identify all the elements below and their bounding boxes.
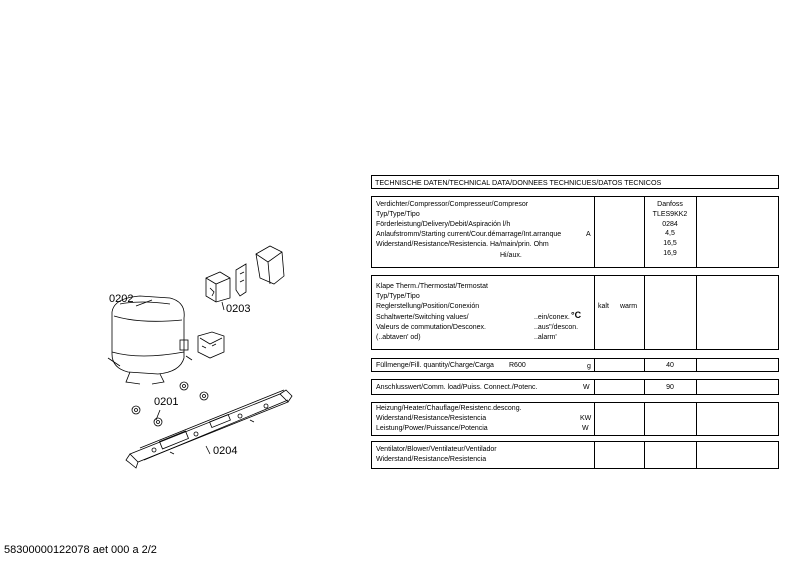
heater-power-unit: W [582,425,589,432]
compressor-delivery-value: 0284 [662,221,678,228]
compressor-resistance-aux-value: 16,9 [663,250,677,257]
fan-resistance-label: Widerstand/Resistance/Resistencia [376,456,487,463]
heater-resistance-label: Widerstand/Resistance/Resistencia [376,415,487,422]
connected-load-value: 90 [666,384,674,391]
thermostat-switch-off-label: ..aus"/descon. [534,324,579,331]
base-plate-drawing [126,390,292,468]
thermostat-switching-label: Schaltwerte/Switching values/ [376,314,469,321]
compressor-starting-current-unit: A [586,231,591,238]
compressor-label: Verdichter/Compressor/Compresseur/Compresor [376,201,529,208]
compressor-resistance-main-value: 16,5 [663,240,677,247]
part-label-0203: 0203 [226,303,251,315]
compressor-current-value: 4,5 [665,230,675,237]
thermostat-defrost-label: (..abtaven' od) [376,334,421,341]
thermostat-unit: °C [571,310,582,320]
thermostat-label: Klape Therm./Thermostat/Termostat [376,283,488,290]
compressor-starting-current-label: Anlaufstromm/Starting current/Cour.démarrage/Int.arranque [376,231,562,238]
charge-label: Füllmenge/Fill. quantity/Charge/Carga [376,362,494,369]
charge-refrigerant: R600 [509,362,526,369]
compressor-drawing [108,296,192,384]
compressor-resistance-aux-label: Hi/aux. [500,252,522,259]
compressor-type-value: TLES9KK2 [652,211,688,218]
heater-power-label: Leistung/Power/Puissance/Potencia [376,425,488,432]
thermostat-alarm-label: ..alarm' [534,334,557,341]
thermostat-kalt: kalt [598,303,609,310]
compressor-type-label: Typ/Type/Tipo [376,211,420,218]
connected-load-unit: W [583,384,590,391]
thermostat-switch-on-label: ..ein/conex. [534,314,570,321]
thermostat-values-label: Valeurs de commutation/Desconex. [376,324,486,331]
thermostat-warm: warm [620,303,638,310]
part-label-0204: 0204 [213,445,238,457]
compressor-resistance-label: Widerstand/Resistance/Resistencia. Ha/main/prin. Ohm [376,241,549,248]
leader-line-0202 [136,300,152,306]
parts-drawing [100,240,340,480]
document-footer: 58300000122078 aet 000 a 2/2 [4,544,157,556]
heater-label: Heizung/Heater/Chauflage/Resistenc.descong. [376,405,522,412]
part-label-0201: 0201 [154,396,179,408]
fan-label: Ventilator/Blower/Ventilateur/Ventilador [376,446,497,453]
charge-unit: g [587,363,591,370]
table-header: TECHNISCHE DATEN/TECHNICAL DATA/DONNEES TECHNICUES/DATOS TECNICOS [375,178,662,187]
leader-line-0203 [222,302,224,310]
exploded-parts-diagram [100,240,340,480]
connected-load-label: Anschlusswert/Comm. load/Puiss. Connect./Potenc. [376,384,538,391]
relay-drawing [198,246,284,358]
heater-resistance-unit: KW [580,415,592,422]
compressor-maker-value: Danfoss [657,201,683,208]
thermostat-position-label: Reglerstellung/Position/Conexión [376,303,480,310]
compressor-delivery-label: Förderleistung/Delivery/Debit/Aspiración l/h [376,221,511,228]
part-label-0202: 0202 [109,293,134,305]
thermostat-type-label: Typ/Type/Tipo [376,293,420,300]
charge-value: 40 [666,362,674,369]
leader-line-0204 [206,446,210,454]
